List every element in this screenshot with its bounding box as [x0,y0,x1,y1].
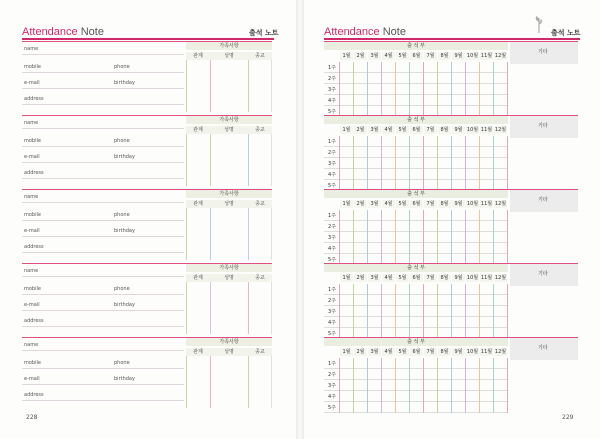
attendance-header: 출 석 부 [324,116,508,124]
column-divider [437,210,438,265]
column-divider [493,136,494,191]
month-header: 5월 [396,126,409,134]
week-label: 5주 [328,183,337,189]
column-divider [451,284,452,339]
column-divider [186,134,187,186]
family-table [186,116,272,186]
column-divider [479,210,480,265]
family-table [186,42,272,112]
column-divider [423,62,424,117]
month-header: 2월 [354,200,367,208]
family-col-header: 종교 [248,200,272,208]
family-rows[interactable] [186,356,272,408]
month-header: 4월 [382,200,395,208]
attendance-header: 출 석 부 [324,42,508,50]
memo-box[interactable] [510,42,578,64]
month-header: 1월 [340,52,353,60]
month-header: 9월 [452,274,465,282]
column-divider [367,136,368,191]
header-rule-right [324,38,580,40]
month-header: 11월 [480,275,493,281]
column-divider [381,210,382,265]
month-header: 5월 [396,348,409,356]
family-col-header: 성명 [210,126,248,134]
week-row[interactable] [324,62,508,73]
field-label: birthday [114,80,135,86]
column-divider [409,136,410,191]
memo-label: 기타 [538,345,548,351]
month-header: 7월 [424,200,437,208]
week-label: 2주 [328,224,337,230]
week-row[interactable] [324,306,508,317]
month-header: 3월 [368,52,381,60]
field-label: e-mail [24,154,40,160]
month-header: 7월 [424,348,437,356]
column-divider [353,210,354,265]
week-label: 5주 [328,405,337,411]
week-row[interactable] [324,391,508,402]
month-header: 2월 [354,52,367,60]
month-header: 8월 [438,52,451,60]
memo-box[interactable] [510,190,578,212]
family-rows[interactable] [186,208,272,260]
month-header: 1월 [340,348,353,356]
field-label: phone [114,138,130,144]
month-header: 10월 [466,349,479,355]
column-divider [353,284,354,339]
month-header: 12월 [494,349,507,355]
column-divider [353,358,354,413]
month-header: 6월 [410,348,423,356]
field-label: address [24,318,44,324]
month-header: 3월 [368,126,381,134]
column-divider [507,62,508,117]
month-header: 9월 [452,52,465,60]
column-divider [339,62,340,117]
column-divider [210,282,211,334]
month-header: 12월 [494,201,507,207]
week-row[interactable] [324,295,508,306]
week-row[interactable] [324,369,508,380]
attendance-header: 출 석 부 [324,338,508,346]
column-divider [437,62,438,117]
week-row[interactable] [324,232,508,243]
family-col-header: 종교 [248,348,272,356]
month-header: 10월 [466,201,479,207]
column-divider [451,210,452,265]
leaf-icon [532,14,546,34]
column-divider [210,208,211,260]
week-label: 1주 [328,287,337,293]
column-divider [367,62,368,117]
form-row[interactable] [22,338,184,401]
month-header: 8월 [438,274,451,282]
month-header: 9월 [452,200,465,208]
family-table [186,190,272,260]
field-label: birthday [114,154,135,160]
month-header: 8월 [438,348,451,356]
family-col-header: 종교 [248,274,272,282]
column-divider [186,282,187,334]
page-number-left: 228 [26,414,38,421]
family-header: 가족사항 [186,190,272,198]
month-header: 10월 [466,127,479,133]
month-header: 4월 [382,52,395,60]
column-divider [423,358,424,413]
week-row[interactable] [324,95,508,106]
week-row[interactable] [324,243,508,254]
month-header: 4월 [382,274,395,282]
family-col-header: 관계 [186,126,210,134]
week-label: 4주 [328,394,337,400]
family-col-header: 종교 [248,52,272,60]
week-row[interactable] [324,317,508,328]
attendance-block [324,264,578,339]
month-header: 6월 [410,274,423,282]
column-divider [395,210,396,265]
week-row[interactable] [324,84,508,95]
column-divider [409,62,410,117]
column-divider [437,284,438,339]
column-divider [271,282,272,334]
left-page [0,0,297,439]
column-divider [381,62,382,117]
attendance-block [324,42,578,117]
attendance-grid [324,116,508,191]
month-header: 8월 [438,126,451,134]
family-col-header: 관계 [186,274,210,282]
family-rows[interactable] [186,282,272,334]
field-label: e-mail [24,80,40,86]
week-label: 5주 [328,257,337,263]
column-divider [367,284,368,339]
column-divider [493,210,494,265]
month-header: 3월 [368,348,381,356]
attendance-block [324,116,578,191]
field-label: birthday [114,228,135,234]
column-divider [465,358,466,413]
column-divider [465,136,466,191]
memo-label: 기타 [538,271,548,277]
column-divider [479,136,480,191]
column-divider [367,210,368,265]
week-row[interactable] [324,73,508,84]
week-label: 1주 [328,361,337,367]
contact-block [22,190,272,260]
month-header: 9월 [452,348,465,356]
field-label: phone [114,360,130,366]
week-label: 2주 [328,372,337,378]
month-header: 6월 [410,200,423,208]
field-label: name [24,194,39,200]
field-label: mobile [24,360,41,366]
month-header: 7월 [424,126,437,134]
week-row[interactable] [324,284,508,295]
column-divider [186,60,187,112]
column-divider [381,284,382,339]
memo-box[interactable] [510,264,578,286]
family-col-header: 성명 [210,348,248,356]
column-divider [381,136,382,191]
page-title-left: Attendance Note [22,26,104,38]
week-label: 3주 [328,161,337,167]
family-col-header: 종교 [248,126,272,134]
form-row[interactable] [22,190,184,253]
month-header: 5월 [396,52,409,60]
family-table [186,264,272,334]
week-row[interactable] [324,221,508,232]
family-table [186,338,272,408]
attendance-header: 출 석 부 [324,264,508,272]
month-header: 11월 [480,127,493,133]
field-label: mobile [24,138,41,144]
week-label: 1주 [328,139,337,145]
week-row[interactable] [324,169,508,180]
field-label: name [24,268,39,274]
column-divider [248,60,249,112]
field-label: mobile [24,64,41,70]
month-header: 11월 [480,349,493,355]
month-header: 8월 [438,200,451,208]
month-header: 7월 [424,52,437,60]
week-label: 4주 [328,172,337,178]
field-label: address [24,244,44,250]
month-header: 2월 [354,348,367,356]
attendance-block [324,338,578,413]
column-divider [507,210,508,265]
column-divider [409,210,410,265]
month-header: 5월 [396,274,409,282]
column-divider [409,284,410,339]
attendance-grid [324,338,508,413]
column-divider [210,134,211,186]
column-divider [451,358,452,413]
column-divider [465,284,466,339]
month-header: 12월 [494,127,507,133]
column-divider [423,136,424,191]
column-divider [465,62,466,117]
column-divider [271,356,272,408]
week-row[interactable] [324,136,508,147]
week-row[interactable] [324,158,508,169]
column-divider [437,136,438,191]
month-header: 12월 [494,275,507,281]
attendance-block [324,190,578,265]
family-rows[interactable] [186,134,272,186]
family-rows[interactable] [186,60,272,112]
family-header: 가족사항 [186,264,272,272]
memo-label: 기타 [538,49,548,55]
week-label: 1주 [328,65,337,71]
column-divider [248,134,249,186]
column-divider [248,282,249,334]
column-divider [271,60,272,112]
month-header: 6월 [410,126,423,134]
form-row[interactable] [22,264,184,327]
family-col-header: 관계 [186,52,210,60]
field-label: name [24,46,39,52]
column-divider [395,62,396,117]
month-header: 12월 [494,53,507,59]
month-header: 1월 [340,126,353,134]
column-divider [381,358,382,413]
contact-block [22,42,272,112]
column-divider [465,210,466,265]
column-divider [479,62,480,117]
column-divider [186,356,187,408]
week-row[interactable] [324,210,508,221]
column-divider [451,62,452,117]
month-header: 9월 [452,126,465,134]
family-col-header: 성명 [210,200,248,208]
field-label: phone [114,212,130,218]
month-header: 2월 [354,126,367,134]
column-divider [423,284,424,339]
column-divider [395,284,396,339]
section-label-left: 출석 노트 [249,29,279,37]
month-header: 4월 [382,126,395,134]
week-row[interactable] [324,380,508,391]
family-header: 가족사항 [186,338,272,346]
family-col-header: 성명 [210,52,248,60]
book-gutter [296,0,304,439]
column-divider [507,136,508,191]
field-label: phone [114,64,130,70]
week-row[interactable] [324,358,508,369]
month-header: 7월 [424,274,437,282]
week-label: 4주 [328,98,337,104]
attendance-grid [324,264,508,339]
memo-label: 기타 [538,197,548,203]
family-header: 가족사항 [186,116,272,124]
contact-block [22,116,272,186]
column-divider [339,210,340,265]
column-divider [507,284,508,339]
month-header: 5월 [396,200,409,208]
month-header: 2월 [354,274,367,282]
column-divider [210,60,211,112]
column-divider [248,208,249,260]
field-label: birthday [114,302,135,308]
column-divider [479,358,480,413]
week-label: 3주 [328,87,337,93]
field-label: e-mail [24,376,40,382]
page-title-right: Attendance Note [324,26,406,38]
column-divider [493,358,494,413]
week-label: 2주 [328,298,337,304]
week-label: 3주 [328,235,337,241]
attendance-grid [324,190,508,265]
month-header: 1월 [340,200,353,208]
column-divider [395,136,396,191]
field-label: address [24,170,44,176]
memo-box[interactable] [510,116,578,138]
column-divider [210,356,211,408]
field-label: phone [114,286,130,292]
column-divider [493,62,494,117]
field-label: mobile [24,212,41,218]
field-label: e-mail [24,228,40,234]
week-label: 2주 [328,150,337,156]
column-divider [339,136,340,191]
week-label: 3주 [328,383,337,389]
week-row[interactable] [324,402,508,413]
column-divider [451,136,452,191]
contact-block [22,338,272,408]
week-label: 3주 [328,309,337,315]
header-rule [22,38,274,40]
column-divider [367,358,368,413]
family-col-header: 관계 [186,200,210,208]
field-label: e-mail [24,302,40,308]
right-page [304,0,600,439]
week-label: 4주 [328,320,337,326]
month-header: 10월 [466,275,479,281]
column-divider [271,134,272,186]
column-divider [395,358,396,413]
column-divider [507,358,508,413]
field-label: address [24,392,44,398]
section-label-right: 출석 노트 [551,29,581,37]
memo-label: 기타 [538,123,548,129]
field-label: name [24,342,39,348]
column-divider [353,62,354,117]
family-col-header: 관계 [186,348,210,356]
column-divider [423,210,424,265]
field-label: address [24,96,44,102]
month-header: 3월 [368,200,381,208]
week-label: 1주 [328,213,337,219]
week-label: 2주 [328,76,337,82]
column-divider [271,208,272,260]
month-header: 11월 [480,201,493,207]
field-label: name [24,120,39,126]
month-header: 6월 [410,52,423,60]
column-divider [479,284,480,339]
attendance-grid [324,42,508,117]
family-col-header: 성명 [210,274,248,282]
column-divider [353,136,354,191]
week-label: 4주 [328,246,337,252]
week-label: 5주 [328,109,337,115]
month-header: 11월 [480,53,493,59]
month-header: 4월 [382,348,395,356]
page-number-right: 229 [562,414,574,421]
month-header: 10월 [466,53,479,59]
column-divider [339,284,340,339]
column-divider [493,284,494,339]
column-divider [437,358,438,413]
field-label: mobile [24,286,41,292]
week-label: 5주 [328,331,337,337]
field-label: birthday [114,376,135,382]
month-header: 3월 [368,274,381,282]
contact-block [22,264,272,334]
column-divider [339,358,340,413]
attendance-header: 출 석 부 [324,190,508,198]
family-header: 가족사항 [186,42,272,50]
form-row[interactable] [22,116,184,179]
form-row[interactable] [22,42,184,105]
memo-box[interactable] [510,338,578,360]
column-divider [248,356,249,408]
month-header: 1월 [340,274,353,282]
column-divider [409,358,410,413]
column-divider [186,208,187,260]
week-row[interactable] [324,147,508,158]
